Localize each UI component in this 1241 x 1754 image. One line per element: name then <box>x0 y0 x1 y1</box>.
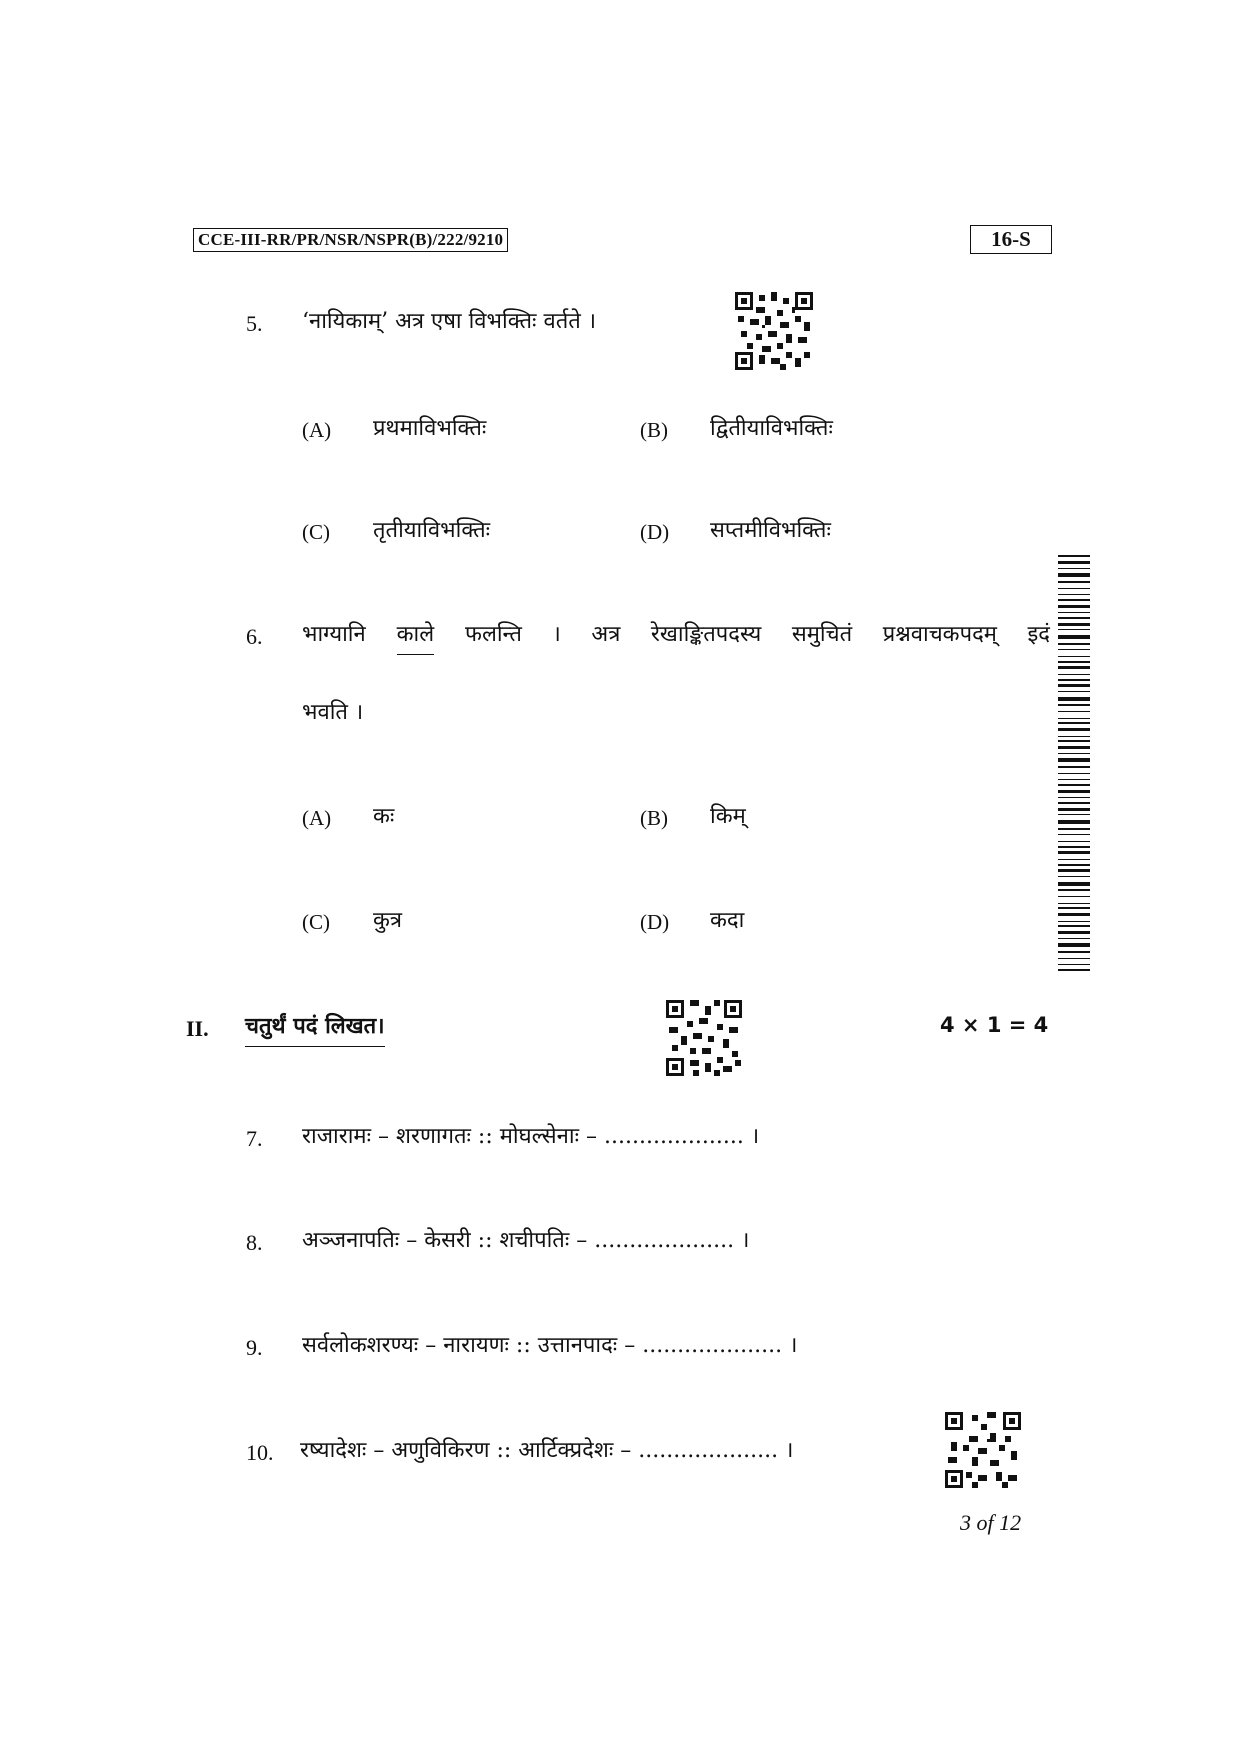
qr-code-3 <box>945 1412 1021 1488</box>
question-8-number: 8. <box>246 1230 263 1255</box>
question-5-text: ‘नायिकाम्’ अत्र एषा विभक्तिः वर्तते । <box>302 309 597 334</box>
question-7-text: राजारामः – शरणागतः :: मोघल्सेनाः – .................... । <box>302 1124 760 1149</box>
question-9-text: सर्वलोकशरण्यः – नारायणः :: उत्तानपादः – .................... । <box>302 1333 798 1358</box>
question-8-text: अञ्जनापतिः – केसरी :: शचीपतिः – .................... । <box>302 1228 750 1253</box>
question-7-number: 7. <box>246 1126 263 1151</box>
paper-code: 16-S <box>970 225 1052 254</box>
q5-option-b-text: द्वितीयाविभक्तिः <box>710 416 833 441</box>
q6-option-c-label: (C) <box>302 910 330 934</box>
question-6-line-1 <box>302 618 1050 655</box>
exam-code: CCE-III-RR/PR/NSR/NSPR(B)/222/9210 <box>193 228 508 252</box>
q5-option-a-text: प्रथमाविभक्तिः <box>373 416 487 441</box>
q6-option-d-label: (D) <box>640 910 670 934</box>
question-6-number: 6. <box>246 624 263 649</box>
q6-option-b-label: (B) <box>640 806 668 830</box>
q6-option-a-label: (A) <box>302 806 332 830</box>
q5-option-b-label: (B) <box>640 418 668 442</box>
q6-option-c-text: कुत्र <box>373 908 403 933</box>
q6-option-b-text: किम् <box>710 804 746 829</box>
q5-option-c-label: (C) <box>302 520 330 544</box>
q6-option-d-text: कदा <box>710 908 745 933</box>
question-9-number: 9. <box>246 1335 263 1360</box>
question-6-line-2: भवति । <box>302 700 364 725</box>
q5-option-c-text: तृतीयाविभक्तिः <box>373 518 491 543</box>
section-title: चतुर्थं पदं लिखत। <box>245 1010 385 1047</box>
qr-code-2 <box>666 1000 742 1076</box>
page-number: 3 of 12 <box>960 1510 1022 1535</box>
q5-option-d-label: (D) <box>640 520 670 544</box>
q6-underlined-word: काले <box>397 618 435 655</box>
question-10-number: 10. <box>246 1440 274 1465</box>
q5-option-d-text: सप्तमीविभक्तिः <box>710 518 831 543</box>
question-5-number: 5. <box>246 311 263 336</box>
section-number: II. <box>186 1016 209 1041</box>
section-marks: 4 × 1 = 4 <box>940 1013 1049 1037</box>
question-10-text: रष्यादेशः – अणुविकिरण :: आर्टिक्प्रदेशः – .................... । <box>300 1438 794 1463</box>
q6-text-after: फलन्ति । अत्र रेखाङ्कितपदस्य समुचितं प्रश्नवाचकपदम् इदं <box>464 622 1050 647</box>
q5-option-a-label: (A) <box>302 418 332 442</box>
qr-code-1 <box>735 292 813 370</box>
barcode <box>1058 555 1090 975</box>
q6-text-before: भाग्यानि <box>302 622 366 647</box>
q6-option-a-text: कः <box>373 804 395 829</box>
